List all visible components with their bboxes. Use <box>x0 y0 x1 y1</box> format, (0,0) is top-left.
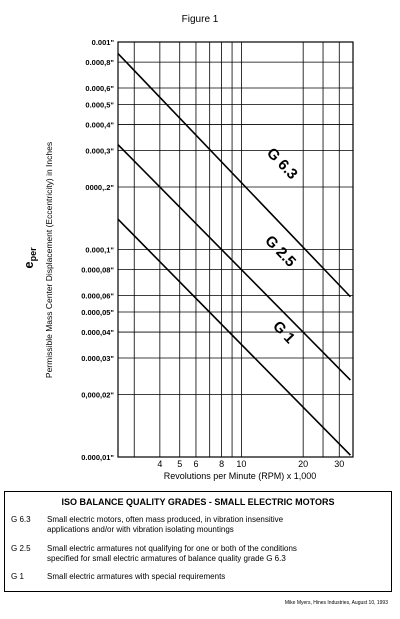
x-tick-label: 8 <box>219 459 225 469</box>
legend-line: applications and/or with vibration isolating mountings <box>47 525 234 534</box>
y-axis-label: Permissible Mass Center Displacement (Eccentricity) in Inches <box>44 141 54 379</box>
x-tick-label: 20 <box>298 459 309 469</box>
series-annotation: G 1 <box>269 317 299 347</box>
series-annotations <box>261 145 300 347</box>
y-tick-label: 0000,.2" <box>85 183 114 193</box>
y-tick-label: 0.000,08" <box>81 265 114 275</box>
credit-line: Mike Myers, Hines Industries, August 10, 1993 <box>284 600 388 606</box>
legend-line: specified for small electric armatures of balance quality grade G 6.3 <box>47 554 286 563</box>
x-tick-label: 4 <box>157 459 163 469</box>
chart-grid <box>118 42 353 457</box>
legend-line: Small electric motors, often mass produced, in vibration insensitive <box>47 515 284 524</box>
y-tick-label: 0.001" <box>91 38 114 47</box>
y-tick-label: 0.000,1" <box>85 245 114 255</box>
y-tick-label: 0.000,5" <box>85 100 114 110</box>
x-tick-label: 10 <box>236 459 247 469</box>
legend-box <box>4 491 392 592</box>
y-tick-labels <box>81 38 114 462</box>
legend-line: Small electric armatures with special requirements <box>47 572 226 581</box>
series-line <box>118 54 350 297</box>
series-annotation: G 2.5 <box>261 232 300 271</box>
legend-description <box>47 572 385 582</box>
y-tick-label: 0.000,06" <box>81 291 114 301</box>
y-tick-label: 0.000,05" <box>81 307 114 317</box>
y-tick-label: 0.000,04" <box>81 328 114 338</box>
y-tick-label: 0.000,6" <box>85 84 114 94</box>
x-tick-labels <box>157 459 344 469</box>
x-tick-label: 6 <box>193 459 199 469</box>
legend-title: ISO BALANCE QUALITY GRADES - SMALL ELECTRIC MOTORS <box>61 497 335 507</box>
y-tick-label: 0.000,01" <box>81 453 114 462</box>
y-tick-label: 0.000,4" <box>85 120 114 130</box>
y-tick-label: 0.000,3" <box>85 146 114 156</box>
series-line <box>118 145 350 380</box>
y-tick-label: 0,000,02" <box>81 390 114 400</box>
x-tick-label: 5 <box>177 459 183 469</box>
legend-description <box>47 515 385 535</box>
chart-series <box>118 54 350 456</box>
legend-grade: G 1 <box>11 572 24 581</box>
figure-title: Figure 1 <box>181 14 219 25</box>
y-tick-label: 0.000,8" <box>85 58 114 68</box>
series-line <box>118 219 350 455</box>
legend-grade: G 6.3 <box>11 515 31 524</box>
legend-description <box>47 544 385 564</box>
x-axis-label: Revolutions per Minute (RPM) x 1,000 <box>163 471 317 481</box>
series-annotation: G 6.3 <box>263 144 301 183</box>
y-tick-label: 0.000,03" <box>81 353 114 363</box>
legend-line: Small electric armatures not qualifying for one or both of the conditions <box>47 544 297 553</box>
y-axis-symbol: $e_{per}$ <box>21 247 38 269</box>
legend-grade: G 2.5 <box>11 544 31 553</box>
x-tick-label: 30 <box>334 459 345 469</box>
